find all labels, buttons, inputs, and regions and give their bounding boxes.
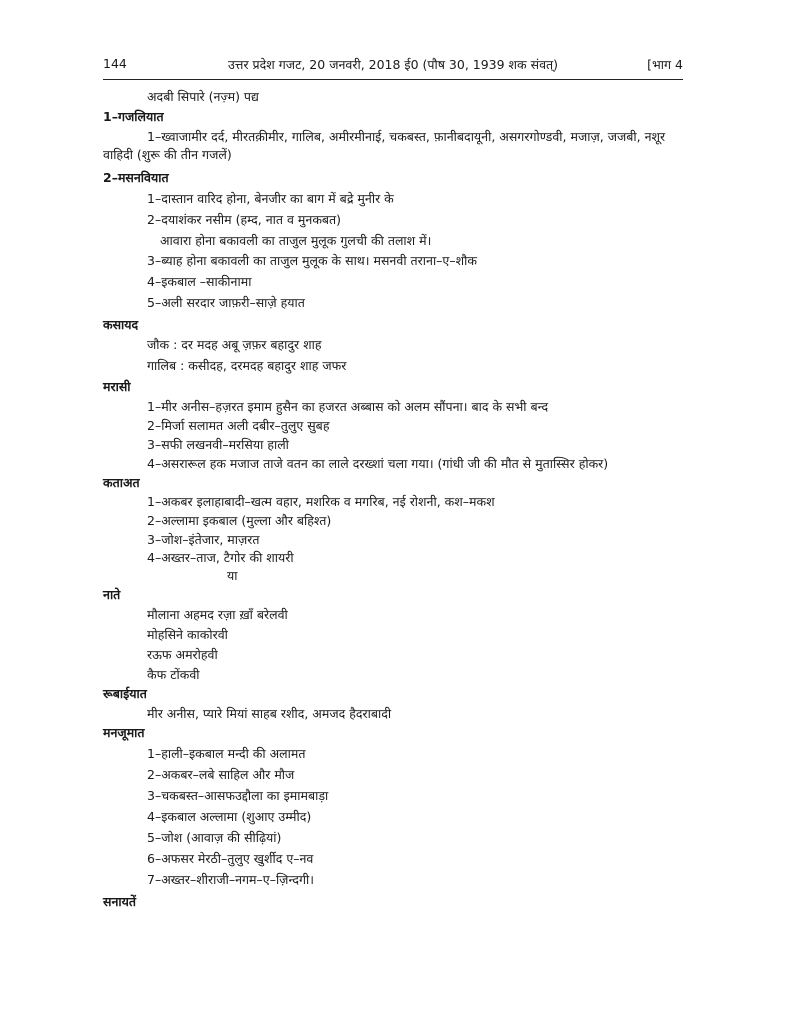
section-heading: कसायद (103, 317, 139, 332)
text-line: मौलाना अहमद रज़ा ख़ाँ बरेलवी (147, 607, 288, 622)
text-line: गालिब : कसीदह, दरमदह बहादुर शाह जफर (147, 358, 347, 373)
text-line: आवारा होना बकावली का ताजुल मुलूक गुलची की तलाश में। (160, 233, 432, 248)
text-line: मीर अनीस, प्यारे मियां साहब रशीद, अमजद हैदराबादी (147, 706, 392, 721)
header-rule (103, 79, 683, 80)
gazette-title: उत्तर प्रदेश गजट, 20 जनवरी, 2018 ई0 (पौष 30, 1939 शक संवत्) (227, 57, 559, 72)
part-label: [भाग 4 (647, 57, 683, 72)
section-heading: सनायतें (103, 894, 137, 909)
text-line: 4–असरारूल हक मजाज ताजे वतन का लाले दरख्शां चला गया। (गांधी जी की मौत से मुतास्सिर होकर) (147, 456, 609, 471)
text-line: 2–अकबर–लबे साहिल और मौज (147, 767, 295, 782)
text-line: 1–दास्तान वारिद होना, बेनजीर का बाग में बद्रे मुनीर के (147, 191, 394, 206)
text-line: 3–जोश–इंतेजार, माज़रत (147, 532, 260, 547)
text-line: 3–सफी लखनवी–मरसिया हाली (147, 437, 289, 452)
text-line: अदबी सिपारे (नज़्म) पद्य (147, 89, 259, 104)
text-line: जौक : दर मदह अबू ज़फ़र बहादुर शाह (147, 337, 322, 352)
text-line: 5–अली सरदार जाफ़री–साज़े हयात (147, 295, 305, 310)
text-line: 1–मीर अनीस–हज़रत इमाम हुसैन का हजरत अब्बास को अलम सौंपना। बाद के सभी बन्द (147, 399, 549, 414)
text-line: 1–ख्वाजामीर दर्द, मीरतक़ीमीर, गालिब, अमीरमीनाई, चकबस्त, फ़ानीबदायूनी, असगरगोण्डवी, मजाज़, जजबी, नशूर वाहिदी (शुरू की तीन गजलें) (103, 129, 666, 162)
text-line: 2–मिर्जा सलामत अली दबीर–तुलुए सुबह (147, 418, 330, 433)
text-line: 5–जोश (आवाज़ की सीढ़ियां) (147, 830, 282, 845)
text-line: 1–अकबर इलाहाबादी–खत्म वहार, मशरिक व मगरिब, नई रोशनी, कश–मकश (147, 494, 495, 509)
text-line: 6–अफसर मेरठी–तुलुए खुर्शीद ए–नव (147, 851, 314, 866)
page-number: 144 (103, 56, 127, 71)
section-heading: मनजूमात (103, 725, 145, 740)
text-line: 1–हाली–इकबाल मन्दी की अलामत (147, 746, 306, 761)
section-heading: रूबाईयात (103, 686, 147, 701)
text-line: 3–चकबस्त–आसफउद्दौला का इमामबाड़ा (147, 788, 329, 803)
text-line: 7–अख्तर–शीराजी–नगम–ए–ज़िन्दगी। (147, 872, 314, 887)
text-line: 4–इकबाल अल्लामा (शुआए उम्मीद) (147, 809, 312, 824)
text-line: 4–इकबाल –साकीनामा (147, 274, 252, 289)
text-line: 4–अख्तर–ताज, टैगोर की शायरी (147, 550, 294, 565)
text-line: 3–ब्याह होना बकावली का ताजुल मुलूक के साथ। मसनवी तराना–ए–शौक (147, 253, 477, 268)
text-line: या (227, 568, 238, 583)
section-heading: मरासी (103, 379, 131, 394)
section-heading: 2–मसनवियात (103, 170, 169, 185)
text-line: 2–दयाशंकर नसीम (हम्द, नात व मुनकबत) (147, 212, 342, 227)
text-line: मोहसिने काकोरवी (147, 627, 228, 642)
text-line: रऊफ अमरोहवी (147, 647, 218, 662)
page-header (103, 56, 683, 76)
section-heading: नाते (103, 587, 121, 602)
section-heading: कताअत (103, 475, 140, 490)
text-line: कैफ टोंकवी (147, 667, 200, 682)
section-heading: 1–गजलियात (103, 109, 164, 124)
text-line: 2–अल्लामा इकबाल (मुल्ला और बहिश्त) (147, 513, 332, 528)
